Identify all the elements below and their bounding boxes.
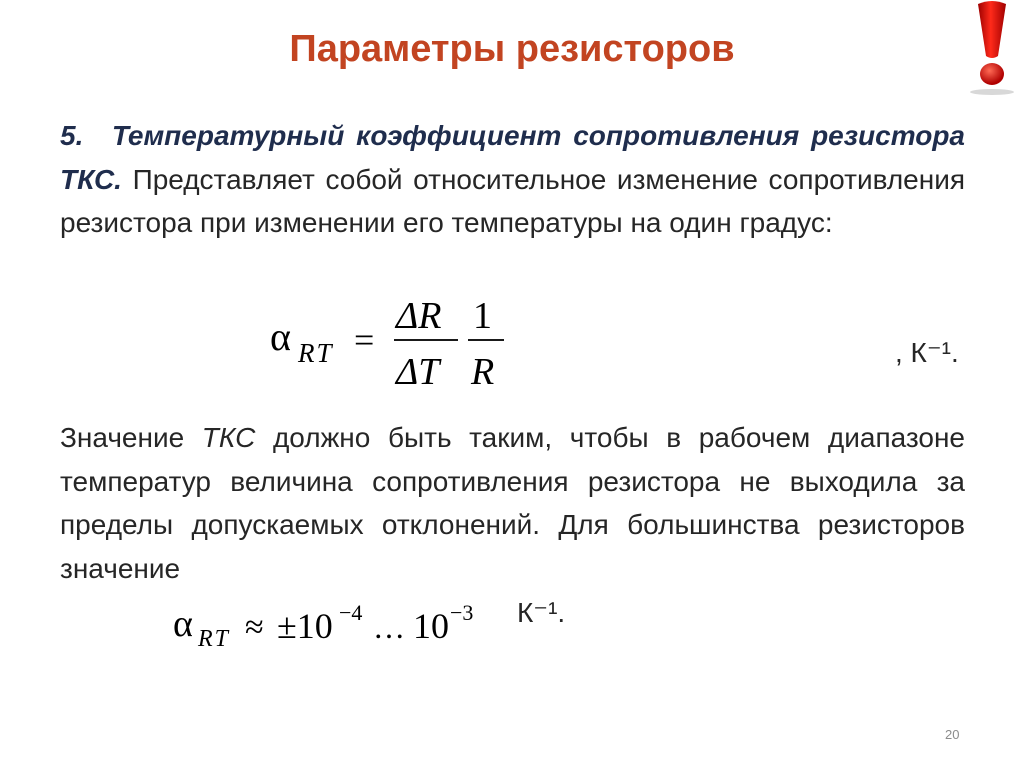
unit-label-1: , К⁻¹. (895, 337, 959, 368)
formula-tks (268, 292, 528, 392)
unit-label-2: К⁻¹. (517, 597, 566, 628)
numerator-delta-r: ΔR (396, 295, 442, 337)
equals-sign: = (354, 320, 375, 360)
exclamation-mark-icon (962, 0, 1022, 95)
approx-sign: ≈ (245, 609, 264, 646)
term-tks-italic: ТКС (201, 422, 256, 453)
alpha-subscript: RT (298, 338, 334, 368)
ten-2: 10 (413, 606, 449, 646)
ellipsis: … (373, 609, 405, 645)
paragraph-tks-definition (60, 114, 965, 245)
denominator-delta-t: ΔT (396, 351, 440, 392)
formula-tks-range (173, 598, 493, 658)
slide-title: Параметры резисторов (289, 28, 735, 70)
alpha-symbol: α (270, 314, 291, 359)
term-tks: Температурный коэффициент сопротивления резистора ТКС. (60, 120, 966, 195)
paragraph-tks-requirement (60, 416, 965, 590)
item-number: 5. (60, 120, 84, 151)
exponent-2: −3 (450, 600, 474, 625)
denominator-r: R (471, 351, 495, 392)
page-number: 20 (945, 727, 960, 742)
alpha-subscript-2: RT (198, 626, 231, 652)
alpha-symbol-2: α (173, 603, 193, 645)
pm-ten: ±10 (277, 606, 333, 646)
definition-text: Представляет собой относительное изменение сопротивления резистора при изменении его температуры на один градус: (60, 163, 965, 238)
exponent-1: −4 (339, 600, 363, 625)
numerator-one: 1 (473, 295, 492, 337)
requirement-text: должно быть таким, чтобы в рабочем диапазоне температур величина сопротивления резистора не выходила за пределы допускаемых отклонений. Для большинства резисторов значение (60, 422, 965, 584)
text-before-term: Значение (60, 422, 185, 453)
